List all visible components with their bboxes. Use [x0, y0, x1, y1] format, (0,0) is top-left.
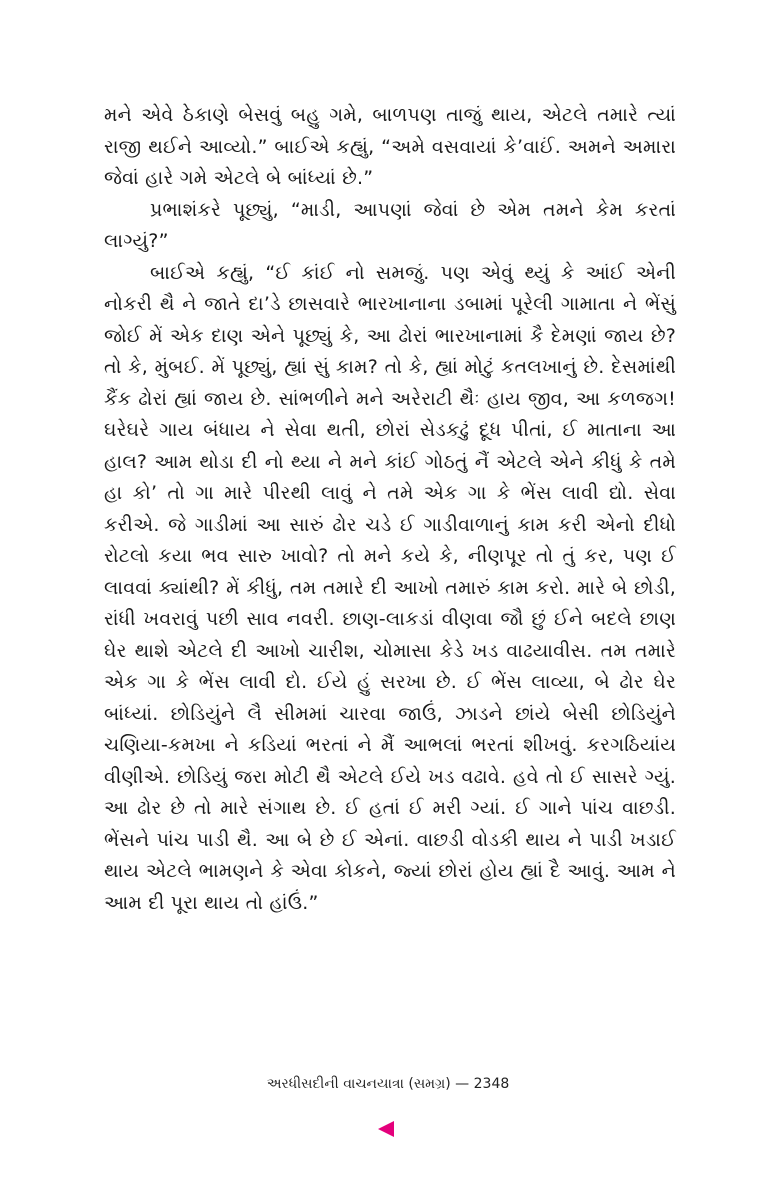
page-footer: અરધીસદીની વાચનયાત્રા (સમગ્ર) — 2348 [266, 1076, 510, 1092]
page-body [104, 100, 676, 919]
paragraph-3: બાઈએ કહ્યું, “ઈ કાંઈ નો સમજું. પણ એવું થ્યું કે આંઈ એની નોકરી થૈ ને જાતે દા’ડે છાસવારે ભારખાનાના ડબામાં પૂરેલી ગામાતા ને ભેંસું જોઈ મેં એક દાણ એને પૂછ્યું કે, આ ઢોરાં ભારખાનામાં કૈ દેમણાં જાય છે? તો કે, મુંબઈ. મેં પૂછ્યું, હ્યાં સું કામ? તો કે, હ્યાં મોટું કતલખાનું છે. દેસમાંથી કૈંક ઢોરાં હ્યાં જાય છે. સાંભળીને મને અરેરાટી થૈઃ હાય જીવ, આ કળજગ! ઘરેઘરે ગાય બંધાય ને સેવા થતી, છોરાં સેડકઢું દૂધ પીતાં, ઈ માતાના આ હાલ? આમ થોડા દી નો થ્યા ને મને કાંઈ ગોઠતું નૈં એટલે એને કીધું કે તમે હા કો’ તો ગા મારે પીરથી લાવું ને તમે એક ગા કે ભેંસ લાવી દ્યો. સેવા કરીએ. જે ગાડીમાં આ સારું ઢોર ચડે ઈ ગાડીવાળાનું કામ કરી એનો દીધો રોટલો કયા ભવ સારુ ખાવો? તો મને કયે કે, નીણપૂર તો તું કર, પણ ઈ લાવવાં ક્યાંથી? મેં કીધું, તમ તમારે દી આખો તમારું કામ કરો. મારે બે છોડી, રાંધી ખવરાવું પછી સાવ નવરી. છાણ-લાકડાં વીણવા જૌ છું ઈને બદલે છાણ ઘેર થાશે એટલે દી આખો ચારીશ, ચોમાસા કેડે ખડ વાઢયાવીસ. તમ તમારે એક ગા કે ભેંસ લાવી દો. ઈયે હું સરખા છે. ઈ ભેંસ લાવ્યા, બે ઢોર ઘેર બાંધ્યાં. છોડિયુંને લૈ સીમમાં ચારવા જાઉં, ઝાડને છાંયે બેસી છોડિયુંને ચણિયા-કમખા ને કડિયાં ભરતાં ને મૈં આભલાં ભરતાં શીખવું. કરગઠિયાંય વીણીએ. છોડિયું જરા મોટી થૈ એટલે ઈયે ખડ વઢાવે. હવે તો ઈ સાસરે ગ્યું. આ ઢોર છે તો મારે સંગાથ છે. ઈ હતાં ઈ મરી ગ્યાં. ઈ ગાને પાંચ વાછડી. ભેંસને પાંચ પાડી થૈ. આ બે છે ઈ એનાં. વાછડી વોડકી થાય ને પાડી ખડાઈ થાય એટલે ભામણને કે એવા કોકને, જ્યાં છોરાં હોય હ્યાં દૈ આવું. આમ ને આમ દી પૂરા થાય તો હાંઉં.” [104, 261, 676, 914]
paragraph-1: મને એવે ઠેકાણે બેસવું બહુ ગમે, બાળપણ તાજું થાય, એટલે તમારે ત્યાં રાજી થઈને આવ્યો.” બાઈએ કહ્યું, “અમે વસવાયાં કે’વાઈં. અમને અમારા જેવાં હારે ગમે એટલે બે બાંધ્યાં છે.” [104, 104, 676, 189]
previous-page-icon[interactable] [378, 1121, 394, 1137]
paragraph-2: પ્રભાશંકરે પૂછ્યું, “માડી, આપણાં જેવાં છે એમ તમને કેમ કરતાં લાગ્યું?” [104, 198, 676, 252]
